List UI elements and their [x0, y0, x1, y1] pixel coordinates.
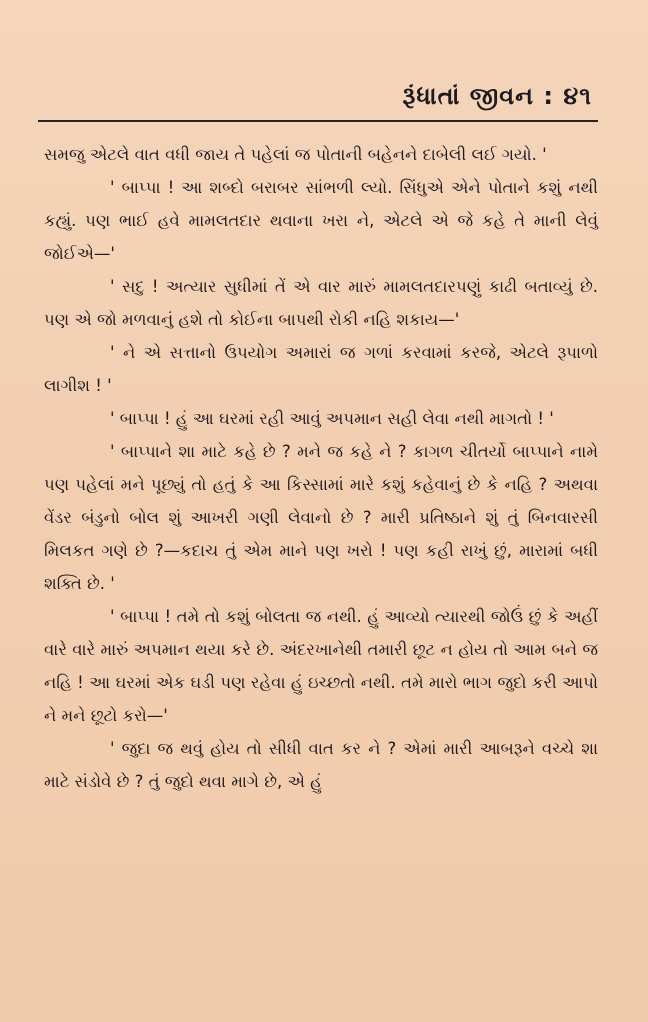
paragraph: ' બાપ્પા ! આ શબ્દો બરાબર સાંભળી લ્યો. સિંધુએ એને પોતાને કશું નથી કહ્યું. પણ ભાઈ હવે મામલતદાર થવાના ખરા ને, એટલે એ જે કહે તે માની લેવું જોઈએ—'	[44, 178, 598, 263]
running-head: રૂંધાતાં જીવન : ૪૧	[402, 82, 592, 110]
paragraph: ' બાપ્પા ! હું આ ઘરમાં રહી આવું અપમાન સહી લેવા નથી માગતો ! '	[110, 409, 554, 428]
paragraph: ' ને એ સત્તાનો ઉપયોગ અમારાં જ ગળાં કરવામાં કરજે, એટલે રૂપાળો લાગીશ ! '	[44, 343, 598, 395]
paragraph: ' બાપ્પાને શા માટે કહે છે ? મને જ કહે ને ? કાગળ ચીતર્યો બાપ્પાને નામે પણ પહેલાં મને પૂછ્યું તો હતું કે આ કિસ્સામાં મારે કશું કહેવાનું છે કે નહિ ? અથવા વેંડર બંડુનો બોલ શું આખરી ગણી લેવાનો છે ? મારી પ્રતિષ્ઠાને શું તું બિનવારસી મિલકત ગણે છે ?—કદાચ તું એમ માને પણ ખરો ! પણ કહી રાખું છું, મારામાં બધી શક્તિ છે. '	[44, 442, 598, 593]
body-text	[44, 138, 598, 798]
paragraph: સમજુ એટલે વાત વધી જાય તે પહેલાં જ પોતાની બહેનને દાબેલી લઈ ગયો. '	[44, 145, 547, 164]
paragraph: ' જુદા જ થવું હોય તો સીધી વાત કર ને ? એમાં મારી આબરૂને વચ્ચે શા માટે સંડોવે છે ? તું જુદો થવા માગે છે, એ હું	[44, 739, 598, 791]
paragraph: ' સદુ ! અત્યાર સુધીમાં તેં એ વાર મારું મામલતદારપણું કાઢી બતાવ્યું છે. પણ એ જો મળવાનું હશે તો કોઈના બાપથી રોકી નહિ શકાય—'	[44, 277, 598, 329]
header-rule	[38, 120, 598, 122]
paragraph: ' બાપ્પા ! તમે તો કશું બોલતા જ નથી. હું આવ્યો ત્યારથી જોઉં છું કે અહીં વારે વારે મારું અપમાન થયા કરે છે. અંદરખાનેથી તમારી છૂટ ન હોય તો આમ બને જ નહિ ! આ ઘરમાં એક ઘડી પણ રહેવા હું ઇચ્છતો નથી. તમે મારો ભાગ જુદો કરી આપો ને મને છૂટો કરો—'	[44, 607, 598, 725]
